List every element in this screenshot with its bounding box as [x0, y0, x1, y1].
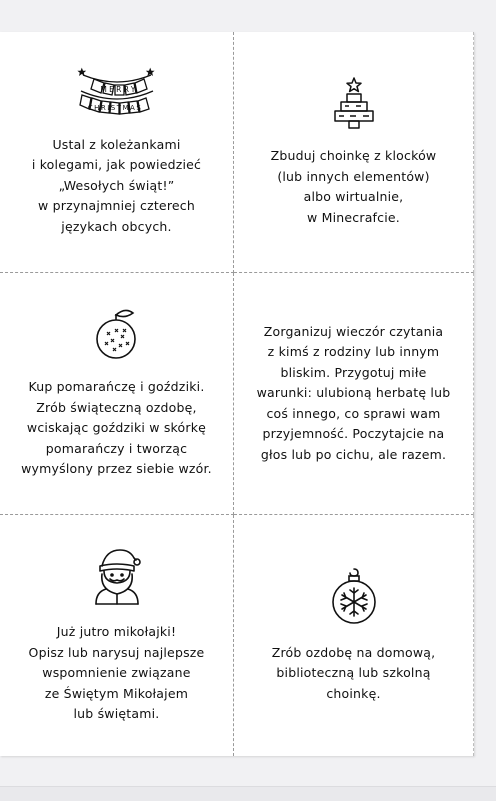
activity-line: (lub innych elementów) [277, 168, 430, 184]
activity-card [234, 273, 474, 515]
banner-word-bottom: CHRISTMAS [87, 103, 142, 112]
banner-word-top: MERRY [99, 84, 138, 94]
activity-text [32, 135, 201, 238]
activity-line: Zrób świąteczną ozdobę, [36, 399, 197, 415]
activity-text [272, 643, 436, 705]
activity-line: Opisz lub narysuj najlepsze [28, 644, 205, 660]
printable-sheet [0, 32, 474, 756]
activity-line: Kup pomarańczę i goździki. [28, 379, 205, 395]
activity-line: ze Świętym Mikołajem [44, 685, 189, 701]
activity-cards-grid [0, 32, 474, 756]
snowflake-bauble-icon [329, 567, 379, 625]
activity-line: i kolegami, jak powiedzieć [31, 157, 202, 173]
activity-line: w Minecrafcie. [307, 209, 400, 225]
activity-text [29, 622, 205, 725]
santa-claus-icon [90, 546, 144, 606]
clove-orange-icon [93, 307, 141, 361]
activity-line: warunki: ulubioną herbatę lub [256, 385, 451, 401]
activity-line: „Wesołych świąt!” [58, 177, 175, 193]
activity-line: albo wirtualnie, [303, 189, 404, 204]
activity-line: choinkę. [326, 685, 381, 701]
activity-text [21, 377, 212, 480]
viewer-bottom-bar [0, 786, 496, 801]
activity-line: Ustal z koleżankami [52, 136, 181, 152]
activity-line: w przynajmniej czterech [38, 198, 195, 214]
activity-line: bliskim. Przygotuj miłe [280, 364, 427, 380]
activity-card [0, 273, 234, 515]
merry-christmas-banner-icon [77, 67, 157, 119]
activity-line: wymyślony przez siebie wzór. [21, 461, 212, 477]
activity-card [0, 515, 234, 756]
activity-line: lub świętami. [73, 706, 160, 722]
activity-line: Zbuduj choinkę z klocków [270, 148, 437, 163]
activity-line: Zorganizuj wieczór czytania [263, 323, 444, 339]
activity-line: biblioteczną lub szkolną [276, 665, 431, 681]
activity-line: językach obcych. [61, 218, 172, 234]
activity-text [257, 322, 451, 466]
activity-card [234, 515, 474, 756]
activity-card [234, 32, 474, 273]
activity-line: Zrób ozdobę na domową, [271, 644, 436, 660]
activity-line: wspomnienie związane [42, 665, 191, 681]
block-christmas-tree-icon [330, 76, 378, 132]
activity-line: z kimś z rodziny lub innym [267, 344, 440, 360]
activity-text [271, 146, 437, 228]
activity-line: przyjemność. Poczytajcie na [262, 426, 445, 442]
activity-line: coś innego, co sprawi wam [266, 405, 441, 421]
activity-line: pomarańczy i tworząc [45, 440, 188, 456]
activity-line: głos lub po cichu, ale razem. [260, 446, 447, 462]
activity-line: wciskając goździki w skórkę [26, 420, 207, 436]
activity-line: Już jutro mikołajki! [56, 624, 177, 640]
activity-card [0, 32, 234, 273]
